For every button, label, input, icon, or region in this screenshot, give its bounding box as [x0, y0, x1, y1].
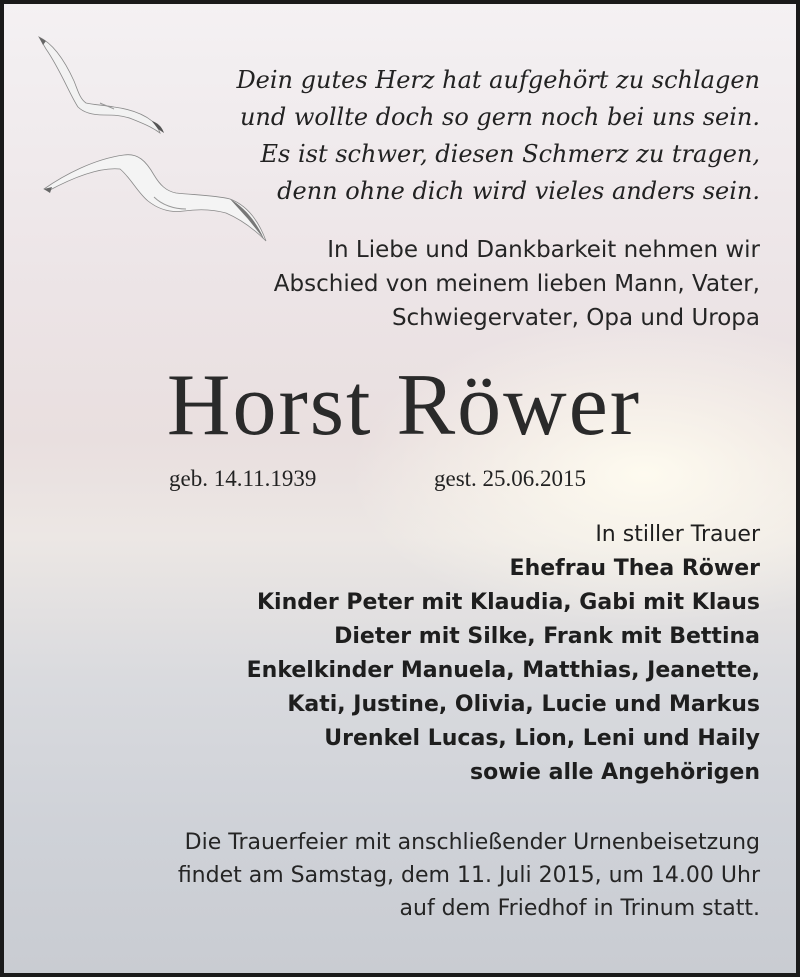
intro-line: Abschied von meinem lieben Mann, Vater, — [273, 271, 760, 297]
intro-line: Schwiegervater, Opa und Uropa — [391, 305, 760, 331]
mourners-lead: In stiller Trauer — [595, 522, 760, 547]
mourner-line: Ehefrau Thea Röwer — [509, 556, 760, 581]
ceremony-line: Die Trauerfeier mit anschließender Urnenbeisetzung — [184, 830, 760, 855]
intro-line: In Liebe und Dankbarkeit nehmen wir — [327, 237, 760, 263]
seagull-small — [39, 37, 164, 133]
deceased-name: Horst Röwer — [166, 357, 642, 454]
mourner-line: Urenkel Lucas, Lion, Leni und Haily — [324, 726, 760, 751]
life-dates — [4, 466, 800, 496]
mourner-line: Enkelkinder Manuela, Matthias, Jeanette, — [246, 658, 760, 683]
seagull-large — [44, 155, 266, 241]
mourners-list — [247, 518, 760, 790]
poem-line: denn ohne dich wird vieles anders sein. — [277, 177, 760, 205]
poem-verse — [236, 62, 760, 210]
poem-line: Es ist schwer, diesen Schmerz zu tragen, — [260, 140, 760, 168]
death-date: gest. 25.06.2015 — [434, 466, 587, 491]
funeral-details — [178, 826, 760, 925]
ceremony-line: auf dem Friedhof in Trinum statt. — [399, 896, 760, 921]
farewell-intro — [274, 233, 760, 335]
mourner-line: Kati, Justine, Olivia, Lucie und Markus — [287, 692, 760, 717]
poem-line: Dein gutes Herz hat aufgehört zu schlagen — [236, 66, 760, 94]
mourner-line: sowie alle Angehörigen — [469, 760, 760, 785]
birth-date: geb. 14.11.1939 — [169, 466, 317, 491]
mourner-line: Kinder Peter mit Klaudia, Gabi mit Klaus — [257, 590, 760, 615]
poem-line: und wollte doch so gern noch bei uns sein. — [239, 103, 760, 131]
ceremony-line: findet am Samstag, dem 11. Juli 2015, um 14.00 Uhr — [177, 863, 760, 888]
mourner-line: Dieter mit Silke, Frank mit Bettina — [334, 624, 760, 649]
